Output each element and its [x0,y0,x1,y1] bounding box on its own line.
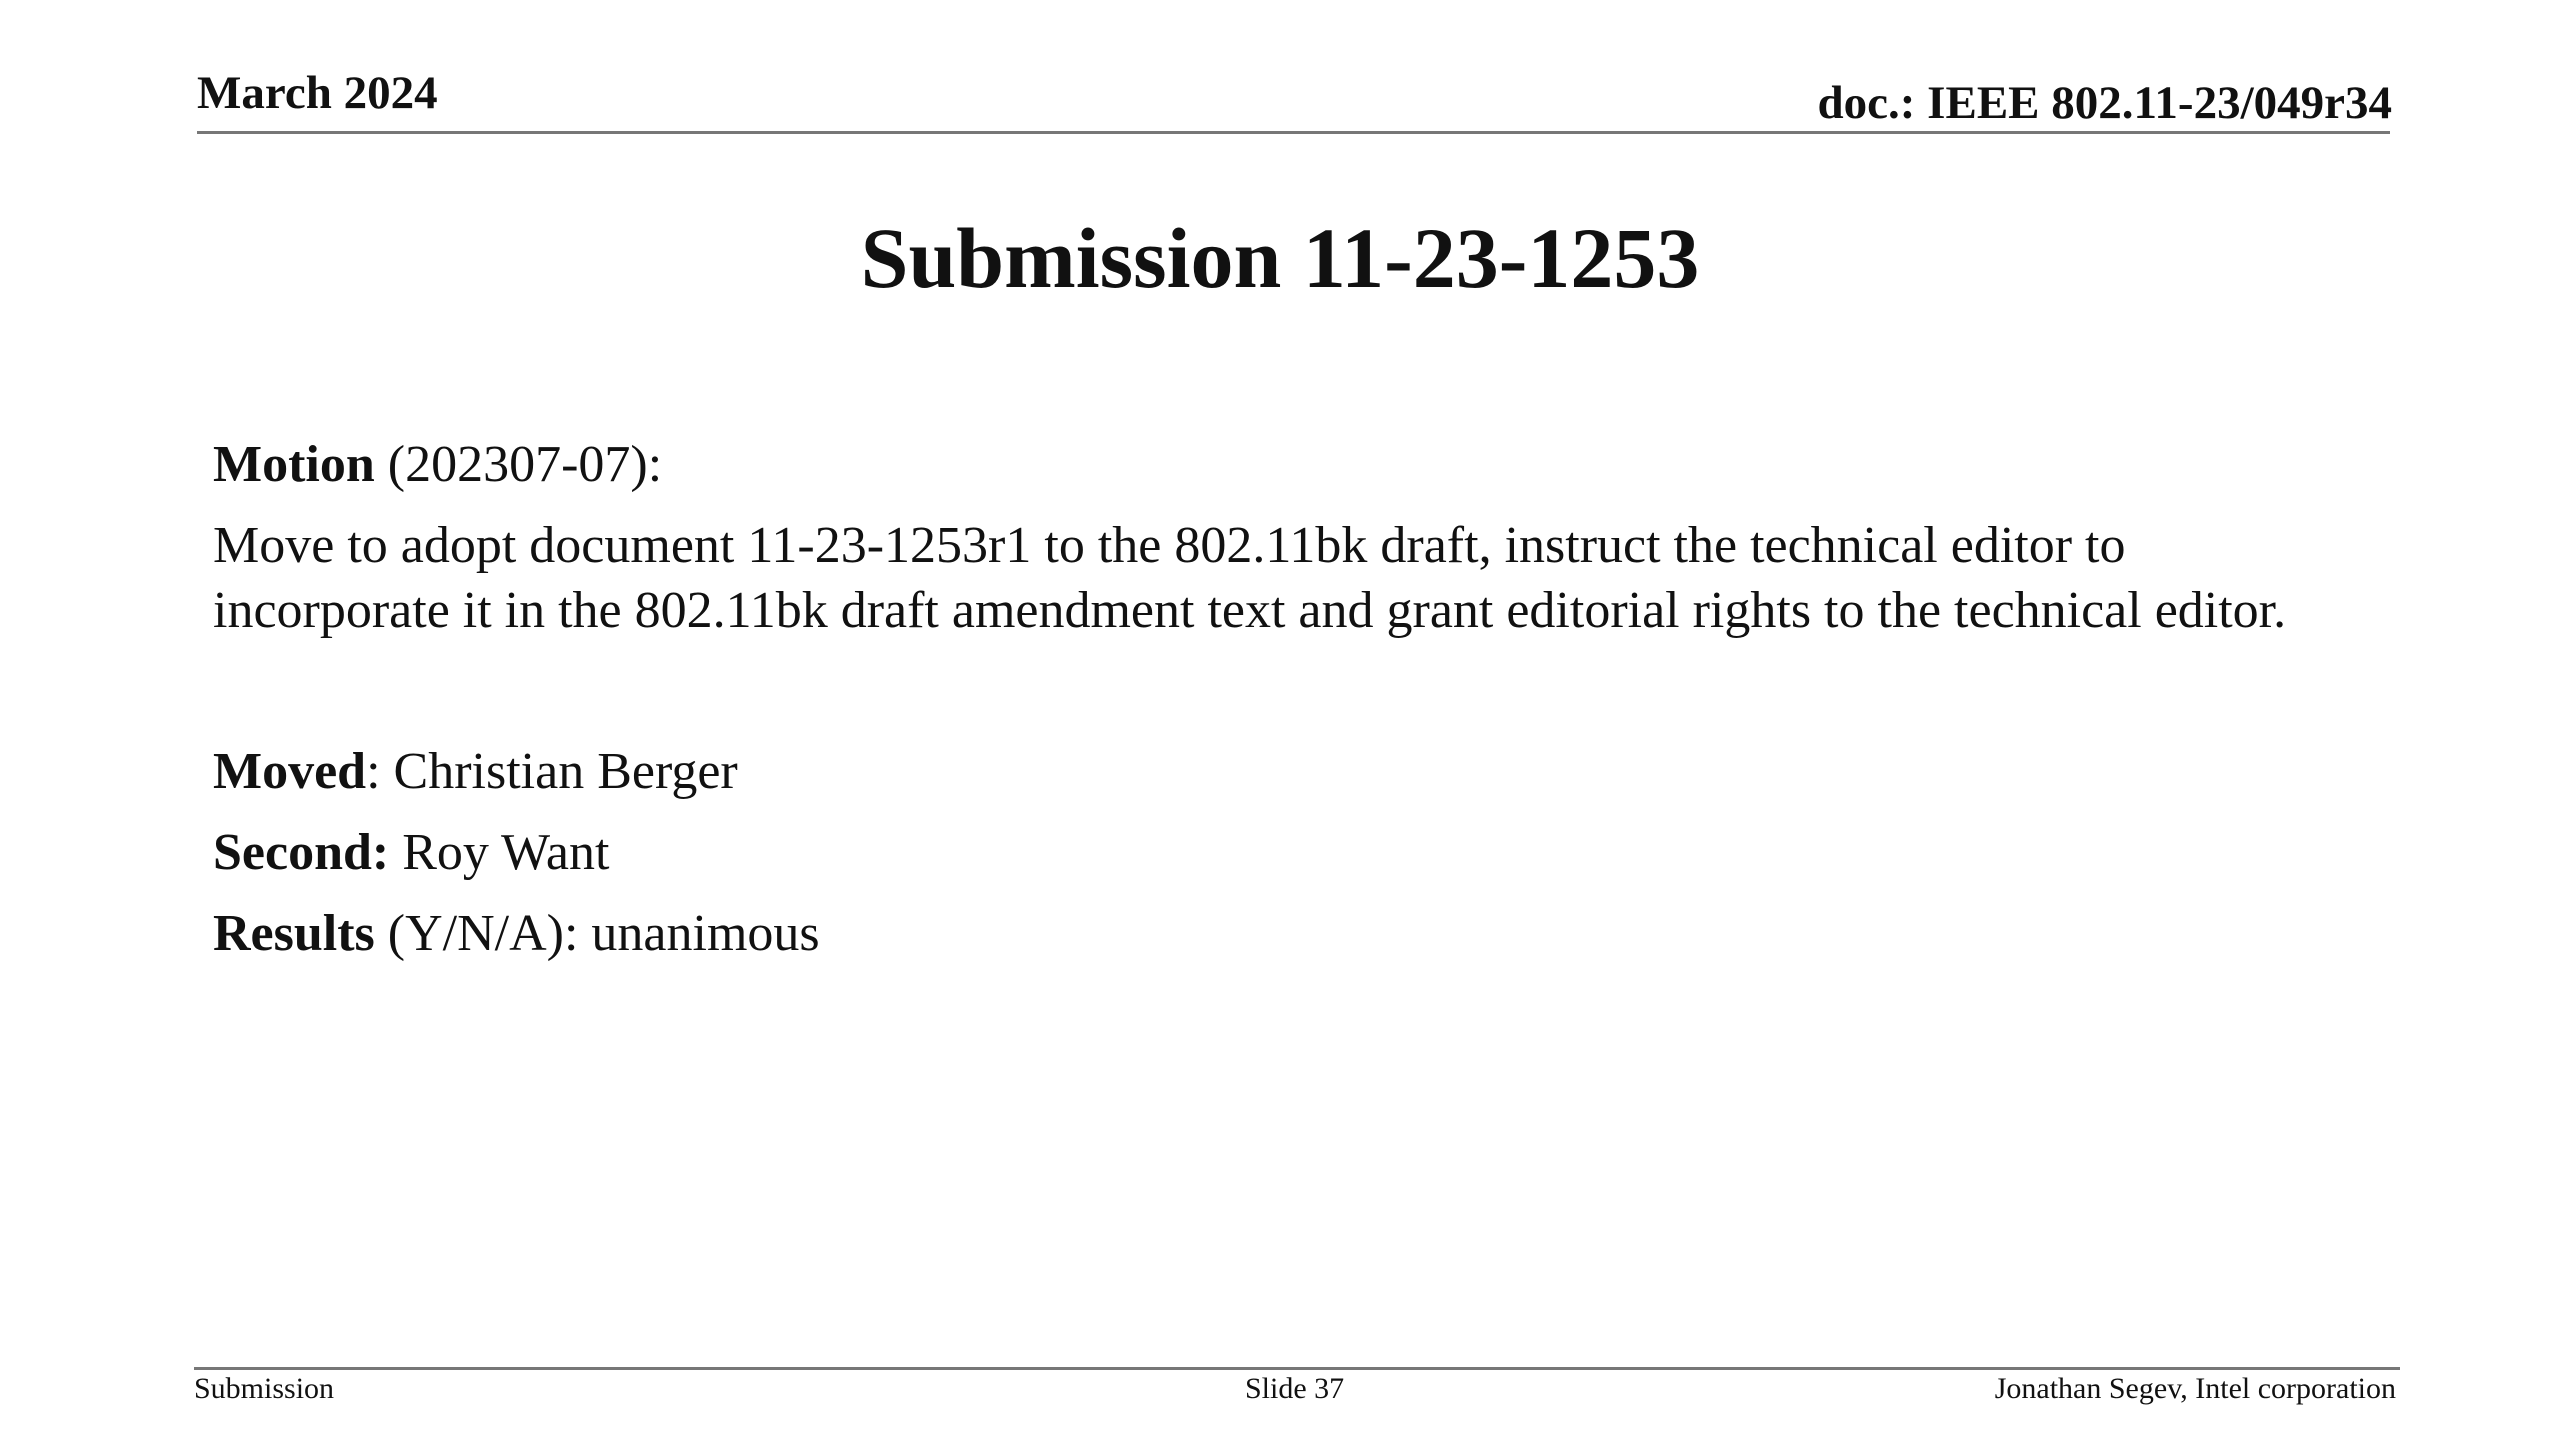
motion-text-line1: Move to adopt document 11-23-1253r1 to the 802.11bk draft, instruct the technical editor to [213,517,2126,574]
motion-text [213,513,2413,643]
motion-text-line2: incorporate it in the 802.11bk draft amendment text and grant editorial rights to the technical editor. [213,582,2287,639]
results-line [213,901,2413,966]
footer-slide-number: Slide 37 [1245,1372,1345,1405]
header-doc-id: doc.: IEEE 802.11-23/049r34 [1817,77,2392,129]
motion-label: Motion [213,436,375,493]
second-value: Roy Want [389,824,610,881]
second-line [213,820,2413,885]
header-divider [197,131,2390,134]
footer-submission: Submission [194,1372,335,1405]
moved-value: : Christian Berger [366,743,738,800]
results-value: (Y/N/A): unanimous [374,905,820,962]
footer-author: Jonathan Segev, Intel corporation [1994,1372,2396,1405]
slide-title: Submission 11-23-1253 [860,210,1700,306]
header-date: March 2024 [197,67,438,119]
motion-heading [213,432,2413,497]
results-label: Results [213,905,375,962]
footer-divider [194,1367,2400,1370]
motion-id: (202307-07): [374,436,663,493]
moved-line [213,739,2413,804]
moved-label: Moved [213,743,367,800]
second-label: Second: [213,824,390,881]
slide-body [213,432,2413,966]
